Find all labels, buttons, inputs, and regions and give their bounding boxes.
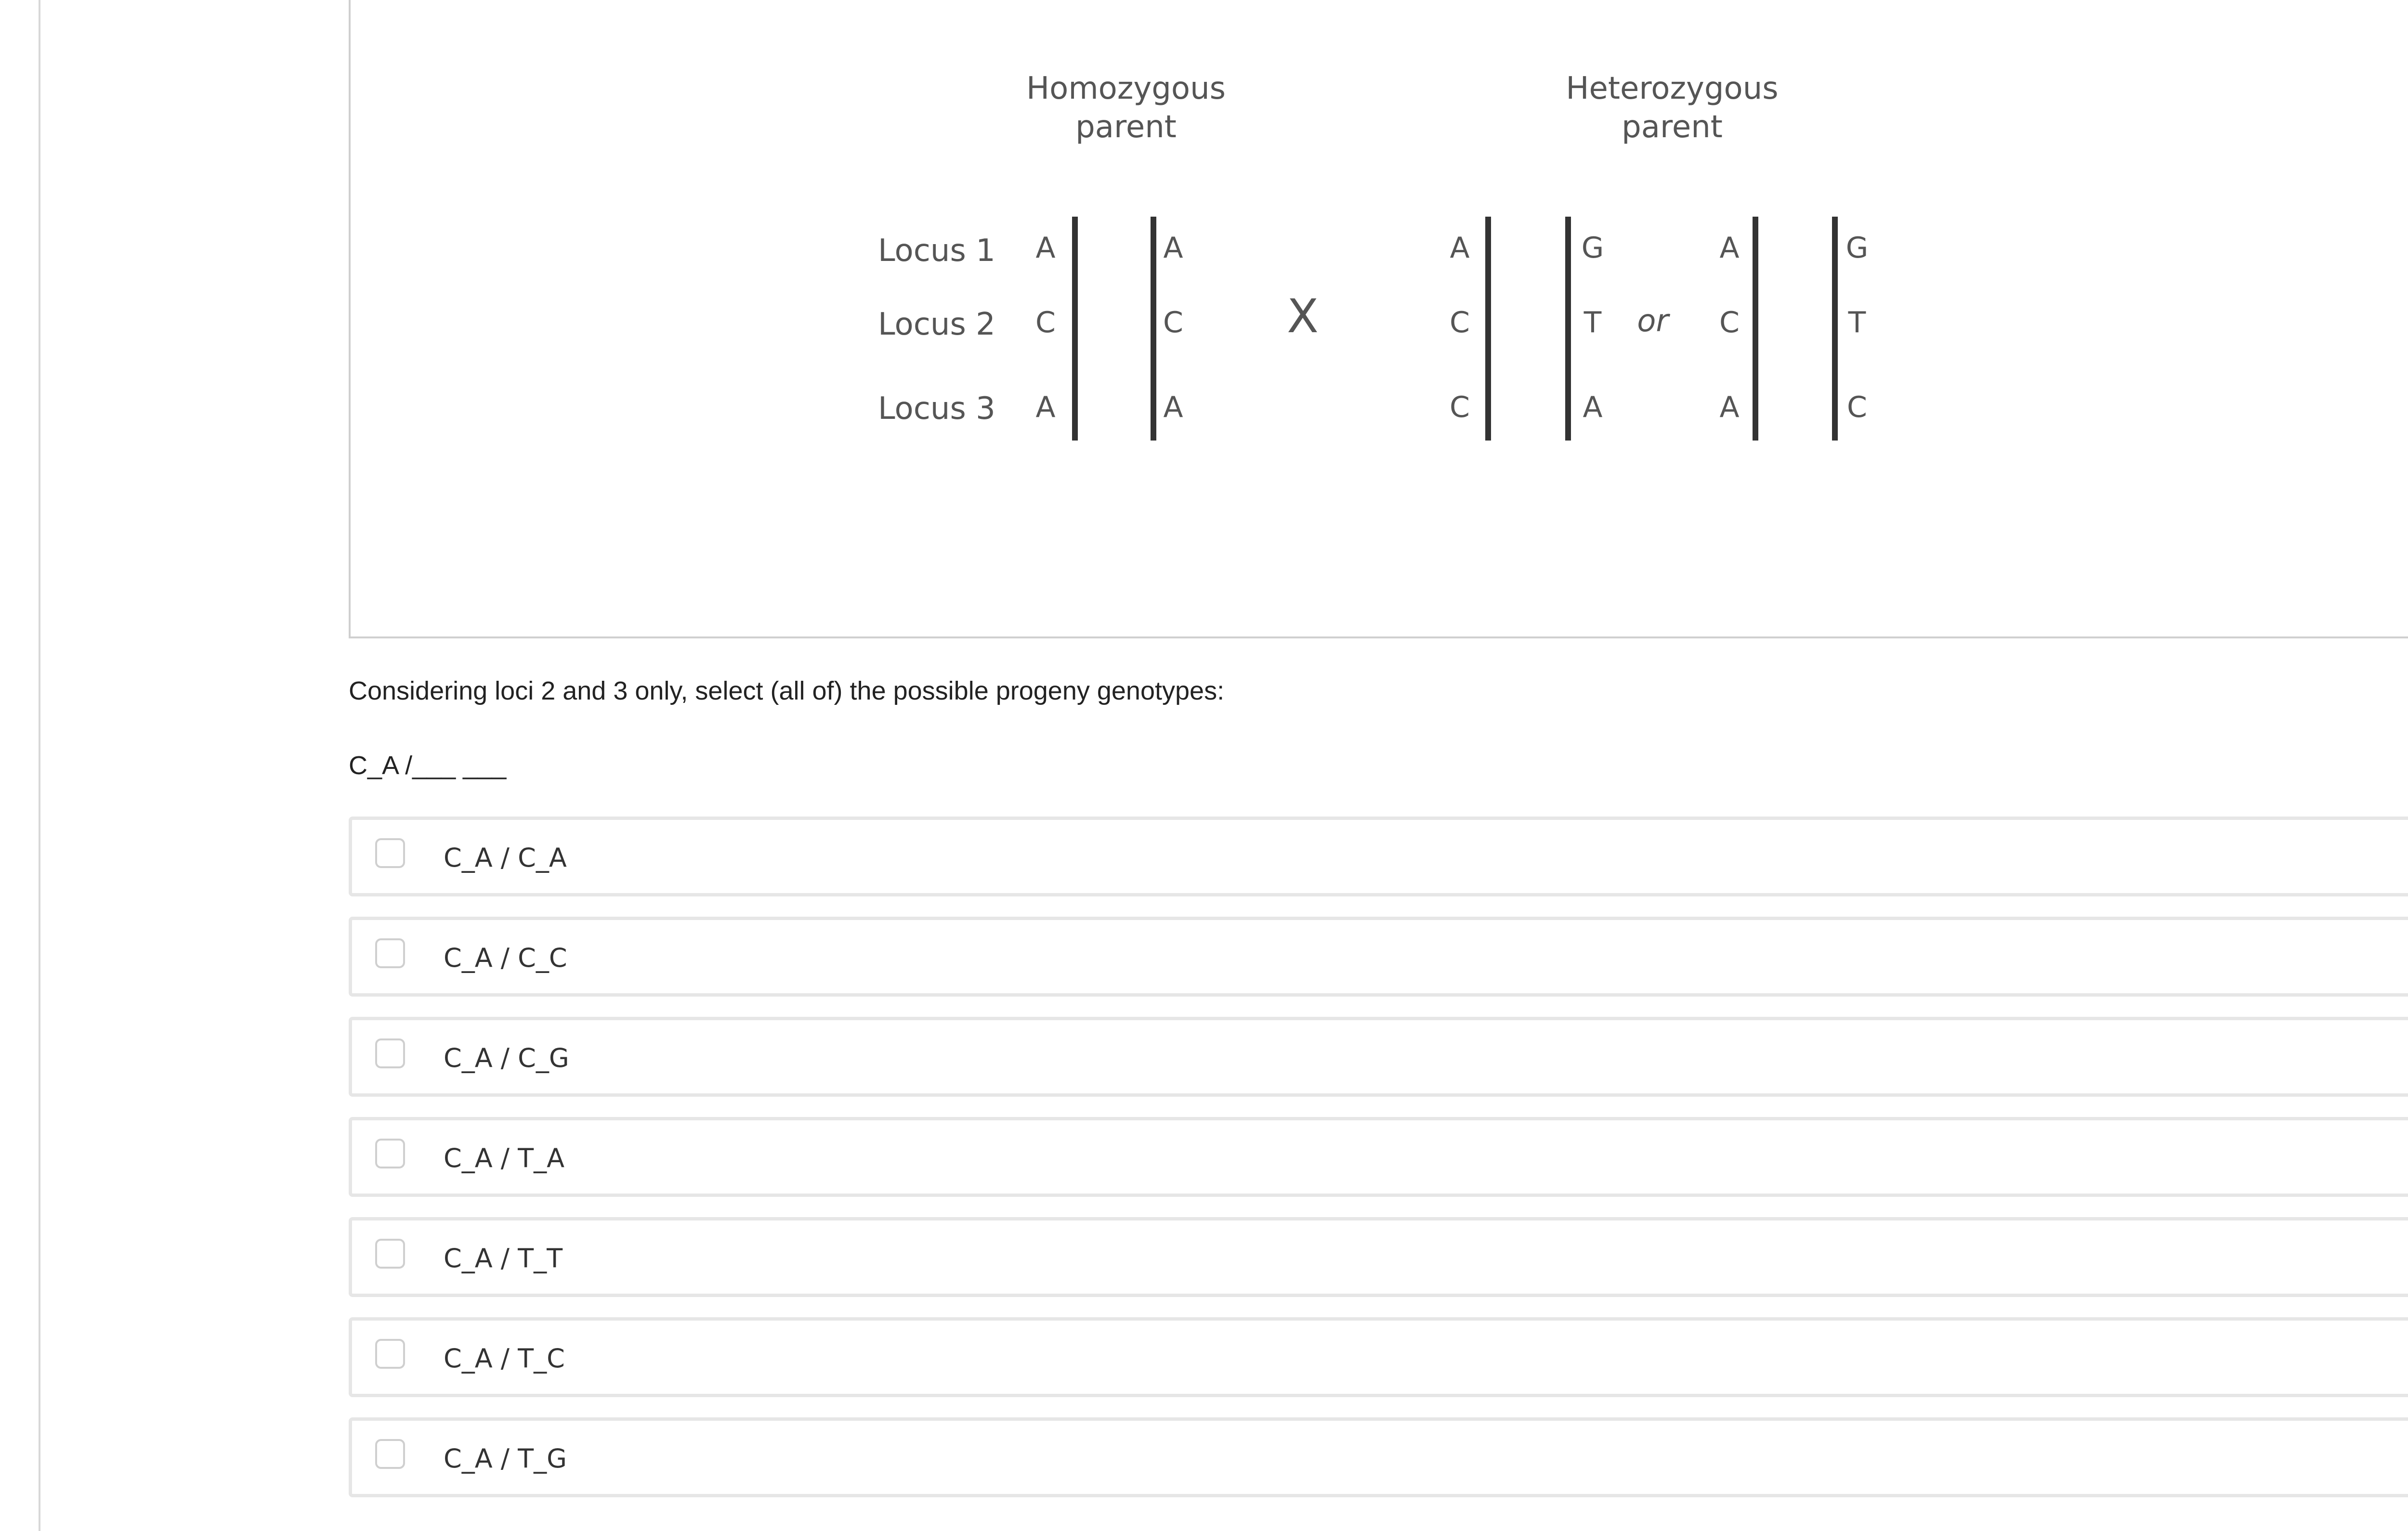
option-label: C_A / T_T xyxy=(444,1243,563,1273)
allele: C xyxy=(1450,306,1470,339)
answer-option[interactable] xyxy=(349,1217,2408,1297)
allele: A xyxy=(1163,390,1183,424)
allele: G xyxy=(1581,231,1604,265)
option-label: C_A / C_G xyxy=(444,1043,569,1073)
homozygous-title-line1: Homozygous xyxy=(1026,71,1226,106)
allele: A xyxy=(1163,231,1183,265)
locus-label-3: Locus 3 xyxy=(878,391,995,427)
checkbox[interactable] xyxy=(375,1439,405,1469)
allele: C xyxy=(1450,390,1470,424)
heterozygous-title-line2: parent xyxy=(1622,109,1723,145)
allele: A xyxy=(1035,231,1056,265)
checkbox[interactable] xyxy=(375,1239,405,1269)
answer-option[interactable] xyxy=(349,1117,2408,1197)
allele: C xyxy=(1847,390,1867,424)
question-text: Considering loci 2 and 3 only, select (all of) the possible progeny genotypes: xyxy=(349,676,1225,705)
answer-option[interactable] xyxy=(349,817,2408,896)
option-label: C_A / T_G xyxy=(444,1443,567,1474)
allele: A xyxy=(1719,231,1740,265)
checkbox[interactable] xyxy=(375,1339,405,1369)
answer-options xyxy=(349,817,2408,1518)
allele: C xyxy=(1035,306,1056,339)
allele: G xyxy=(1845,231,1869,265)
locus-label-1: Locus 1 xyxy=(878,233,995,269)
or-text: or xyxy=(1637,303,1669,339)
checkbox[interactable] xyxy=(375,1038,405,1068)
checkbox[interactable] xyxy=(375,938,405,968)
answer-option[interactable] xyxy=(349,1317,2408,1397)
answer-option[interactable] xyxy=(349,1017,2408,1097)
allele: C xyxy=(1719,306,1740,339)
answer-option[interactable] xyxy=(349,917,2408,997)
allele: A xyxy=(1583,390,1603,424)
homozygous-title-line2: parent xyxy=(1075,109,1177,145)
allele: A xyxy=(1450,231,1470,265)
option-label: C_A / T_A xyxy=(444,1143,565,1173)
option-label: C_A / T_C xyxy=(444,1343,565,1374)
allele: A xyxy=(1719,390,1740,424)
allele: A xyxy=(1035,390,1056,424)
genetics-diagram xyxy=(349,0,2408,638)
cross-symbol: X xyxy=(1287,289,1319,343)
genotype-prompt: C_A /___ ___ xyxy=(349,751,507,780)
locus-label-2: Locus 2 xyxy=(878,307,995,342)
allele: T xyxy=(1848,306,1866,339)
answer-option[interactable] xyxy=(349,1417,2408,1497)
option-label: C_A / C_C xyxy=(444,943,567,973)
allele: C xyxy=(1163,306,1183,339)
cross-diagram-svg xyxy=(351,0,2408,636)
allele: T xyxy=(1584,306,1602,339)
option-label: C_A / C_A xyxy=(444,843,567,873)
checkbox[interactable] xyxy=(375,1139,405,1168)
checkbox[interactable] xyxy=(375,838,405,868)
heterozygous-title-line1: Heterozygous xyxy=(1566,71,1779,106)
